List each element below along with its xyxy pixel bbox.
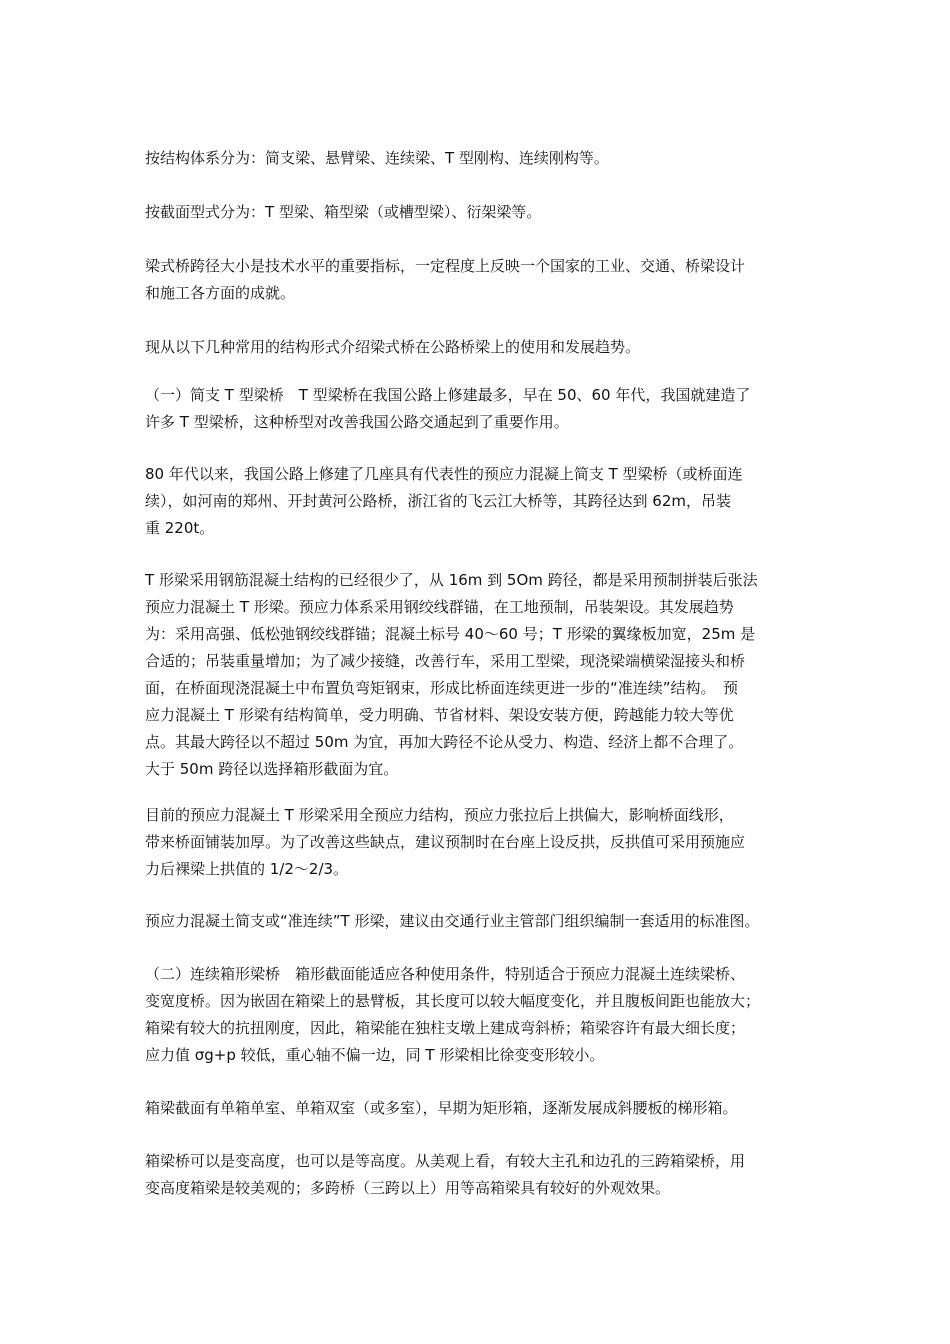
text-line: 按截面型式分为：T 型梁、箱型梁（或槽型梁）、衍架梁等。 — [145, 203, 542, 221]
paragraph-box-section-types — [145, 1095, 810, 1122]
text-line: 应力混凝土 T 形梁有结构简单，受力明确、节省材料、架设安装方便，跨越能力较大等优 — [145, 706, 734, 724]
paragraph-standard-drawings — [145, 908, 810, 935]
text-line: 箱梁有较大的抗扭刚度，因此，箱梁能在独柱支墩上建成弯斜桥；箱梁容许有最大细长度； — [145, 1019, 746, 1037]
paragraph-continuous-box-girder — [145, 961, 810, 1069]
text-line: 大于 50m 跨径以选择箱形截面为宜。 — [145, 760, 399, 778]
text-line: 按结构体系分为：简支梁、悬臂梁、连续梁、T 型刚构、连续刚构等。 — [145, 149, 609, 167]
text-line: 预应力混凝土简支或“准连续”T 形梁，建议由交通行业主管部门组织编制一套适用的标准图。 — [145, 912, 760, 930]
text-line: 和施工各方面的成就。 — [145, 284, 296, 302]
text-line: （二）连续箱形梁桥 箱形截面能适应各种使用条件，特别适合于预应力混凝土连续梁桥、 — [145, 965, 746, 983]
text-line: 许多 T 型梁桥，这种桥型对改善我国公路交通起到了重要作用。 — [145, 413, 569, 431]
text-line: 力后裸梁上拱值的 1/2～2/3。 — [145, 860, 349, 878]
text-line: 点。其最大跨径以不超过 50m 为宜，再加大跨径不论从受力、构造、经济上都不合理了。 — [145, 733, 744, 751]
paragraph-structure-system — [145, 145, 810, 172]
text-line: （一）简支 T 型梁桥 T 型梁桥在我国公路上修建最多，早在 50、60 年代，我国就建造了 — [145, 386, 751, 404]
text-line: 现从以下几种常用的结构形式介绍梁式桥在公路桥梁上的使用和发展趋势。 — [145, 338, 641, 356]
text-line: 箱梁桥可以是变高度，也可以是等高度。从美观上看，有较大主孔和边孔的三跨箱梁桥，用 — [145, 1152, 746, 1170]
text-line: 目前的预应力混凝土 T 形梁采用全预应力结构，预应力张拉后上拱偏大，影响桥面线形， — [145, 806, 734, 824]
paragraph-simple-t-beam — [145, 382, 810, 436]
paragraph-box-girder-height — [145, 1148, 810, 1202]
text-line: 80 年代以来，我国公路上修建了几座具有代表性的预应力混凝上简支 T 型梁桥（或桥面连 — [145, 465, 743, 483]
text-line: 重 220t。 — [145, 519, 215, 537]
text-line: 带来桥面铺装加厚。为了改善这些缺点，建议预制时在台座上设反拱，反拱值可采用预施应 — [145, 833, 746, 851]
text-line: 合适的；吊装重量增加；为了减少接缝，改善行车，采用工型梁，现浇梁端横梁湿接头和桥 — [145, 652, 746, 670]
text-line: T 形梁采用钢筋混凝土结构的已经很少了，从 16m 到 5Om 跨径，都是采用预制拼装后张法 — [145, 571, 758, 589]
paragraph-80s-bridges — [145, 461, 810, 542]
text-line: 为：采用高强、低松弛钢绞线群锚；混凝土标号 40～60 号；T 形梁的翼缘板加宽，25m 是 — [145, 625, 756, 643]
text-line: 梁式桥跨径大小是技术水平的重要指标，一定程度上反映一个国家的工业、交通、桥梁设计 — [145, 257, 746, 275]
paragraph-section-type — [145, 199, 810, 226]
text-line: 面，在桥面现浇混凝土中布置负弯矩钢束，形成比桥面连续更进一步的“准连续”结构。 预 — [145, 679, 739, 697]
paragraph-span-indicator — [145, 253, 810, 307]
paragraph-full-prestress — [145, 802, 810, 883]
text-line: 箱梁截面有单箱单室、单箱双室（或多室），早期为矩形箱，逐渐发展成斜腰板的梯形箱。 — [145, 1099, 738, 1117]
text-line: 续），如河南的郑州、开封黄河公路桥，浙江省的飞云江大桥等，其跨径达到 62m，吊装 — [145, 492, 731, 510]
paragraph-t-beam-trend — [145, 567, 810, 783]
text-line: 预应力混凝土 T 形梁。预应力体系采用钢绞线群锚，在工地预制，吊装架设。其发展趋势 — [145, 598, 734, 616]
text-line: 变宽度桥。因为嵌固在箱梁上的悬臂板，其长度可以较大幅度变化，并且腹板间距也能放大； — [145, 992, 761, 1010]
paragraph-introduction — [145, 334, 810, 361]
text-line: 变高度箱梁是较美观的；多跨桥（三跨以上）用等高箱梁具有较好的外观效果。 — [145, 1179, 671, 1197]
text-line: 应力值 σg+p 较低，重心轴不偏一边，同 T 形梁相比徐变变形较小。 — [145, 1046, 605, 1064]
